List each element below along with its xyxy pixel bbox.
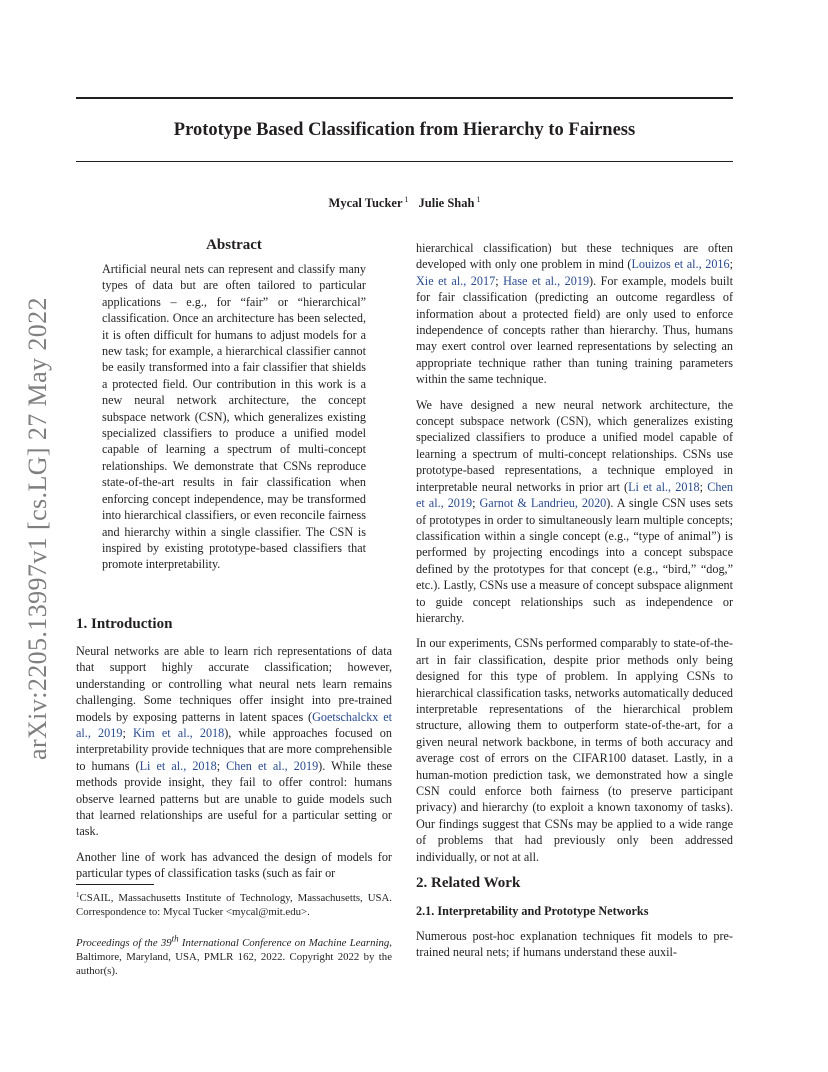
title-rule-bottom xyxy=(76,161,733,162)
citation-link[interactable]: Xie et al., 2017 xyxy=(416,273,496,288)
citation-link[interactable]: Garnot & Landrieu, 2020 xyxy=(479,496,607,511)
paragraph: Neural networks are able to learn rich representations of data that support highly accurate classification; however, understanding or controlling what neural nets learn remains challenging. Some techniques offer insight into pre-trained models by exposing patterns in latent spaces (Goetschalckx et al., 2019; Kim et al., 2018), while approaches focused on interpretability provide techniques that are more comprehensible to humans (Li et al., 2018; Chen et al., 2019). While these methods provide insight, they fail to offer control: humans observe learned patterns but are unable to guide models such that learned relationships are useful for a particular setting or task. xyxy=(76,644,393,839)
citation-link[interactable]: Kim et al., 2018 xyxy=(133,726,225,741)
paragraph: In our experiments, CSNs performed comparably to state-of-the-art in fair classification, despite prior methods only being designed for this type of problem. In applying CSNs to hierarchical classification tasks, networks automatically deduced interpretable representations of the hierarchical problem structure, allowing them to outperform state-of-the-art, for a given neural network backbone, in terms of both accuracy and average cost of errors on the CIFAR100 dataset. Lastly, in a human-motion prediction task, we demonstrated how a single CSN could enforce both fairness (to preserve participant privacy) and hierarchy (to exploit a known taxonomy of tasks). Our findings suggest that CSNs may be applied to a wide range of problems that had previously only been addressed individually, or not at all. xyxy=(416,636,733,864)
section-heading-related-work: 2. Related Work xyxy=(416,875,521,891)
footnote-rule xyxy=(76,884,154,885)
left-column-body xyxy=(76,643,392,882)
section-heading-introduction: 1. Introduction xyxy=(76,616,173,632)
title-rule-top xyxy=(76,97,733,99)
arxiv-identifier: arXiv:2205.13997v1 [cs.LG] 27 May 2022 xyxy=(23,297,52,760)
abstract-heading: Abstract xyxy=(206,237,262,253)
abstract-text: Artificial neural nets can represent and classify many types of data but are often tailored to particular applications – e.g., for “fair” or “hierarchical” classification. Once an architecture has been selected, it is often difficult for humans to adjust models for a new task; for example, a hierarchical classifier cannot be easily transformed into a fair classifier that shields a protected field. Our contribution in this work is a new neural network architecture, the concept subspace network (CSN), which generalizes existing specialized classifiers to produce a unified model capable of learning a spectrum of multi-concept relationships. We demonstrate that CSNs reproduce state-of-the-art results in fair classification when enforcing concept independence, may be transformed into hierarchical classifiers, or even reconcile fairness and hierarchy within a single classifier. The CSN is inspired by existing prototype-based classifiers that promote interpretability. xyxy=(102,262,366,572)
proceedings-note: Proceedings of the 39th International Conference on Machine Learning, Baltimore, Maryland, USA, PMLR 162, 2022. Copyright 2022 by the author(s). xyxy=(76,933,392,977)
paragraph-continuation: hierarchical classification) but these techniques are often developed with only one problem in mind ( xyxy=(416,241,733,272)
author-list xyxy=(76,192,733,211)
author-affiliation-mark: 1 xyxy=(476,195,481,204)
citation-link[interactable]: Li et al., 2018 xyxy=(139,758,217,773)
subsection-heading-interpretability: 2.1. Interpretability and Prototype Networks xyxy=(416,904,649,918)
paragraph: We have designed a new neural network architecture, the concept subspace network (CSN), which generalizes existing specialized classifiers to produce a unified model capable of learning a spectrum of multi-concept relationships. CSNs use prototype-based representations, a technique employed in interpretable neural networks in prior art (Li et al., 2018; Chen et al., 2019; Garnot & Landrieu, 2020). A single CSN uses sets of prototypes in order to simultaneously learn multiple concepts; classification within a single concept (e.g., “type of animal”) is performed by projecting encodings into a concept subspace defined by the prototypes for that concept (e.g., “bird,” “dog,” etc.). Lastly, CSNs use a measure of concept subspace alignment to guide concept relationships such as independence or hierarchy. xyxy=(416,397,734,625)
related-work-text: Numerous post-hoc explanation techniques fit models to pre-trained neural nets; if humans understand these auxil- xyxy=(416,929,733,960)
author-affiliation-mark: 1 xyxy=(404,195,409,204)
citation-link[interactable]: Li et al., 2018 xyxy=(628,479,700,494)
paragraph: hierarchical classification) but these techniques are often developed with only one problem in mind (Louizos et al., 2016; Xie et al., 2017; Hase et al., 2019). For example, models built for fair classification (predicting an outcome regardless of information about a protected field) are only used to enforce independence of concepts rather than hierarchy. Thus, humans may exert control over learned representations by selecting an appropriate technique rather than tuning training parameters within the same technique. xyxy=(416,241,733,387)
affiliation-footnote: $^1$CSAIL, Massachusetts Institute of Technology, Massachusetts, USA. Correspondence to: Mycal Tucker <mycal@mit.edu>. xyxy=(76,891,392,918)
citation-link[interactable]: Goetschalckx et al., 2019 xyxy=(76,709,392,741)
citation-link[interactable]: Chen et al., 2019 xyxy=(226,758,319,773)
citation-link[interactable]: Hase et al., 2019 xyxy=(503,273,590,288)
right-column-body xyxy=(416,240,733,865)
author-name: Julie Shah xyxy=(418,196,475,210)
citation-link[interactable]: Louizos et al., 2016 xyxy=(631,257,730,272)
author-name: Mycal Tucker xyxy=(328,196,403,210)
citation-link[interactable]: Chen et al., 2019 xyxy=(416,479,733,511)
paper-title: Prototype Based Classification from Hierarchy to Fairness xyxy=(173,120,636,140)
paragraph: Another line of work has advanced the design of models for particular types of classification tasks (such as fair or xyxy=(76,849,392,881)
